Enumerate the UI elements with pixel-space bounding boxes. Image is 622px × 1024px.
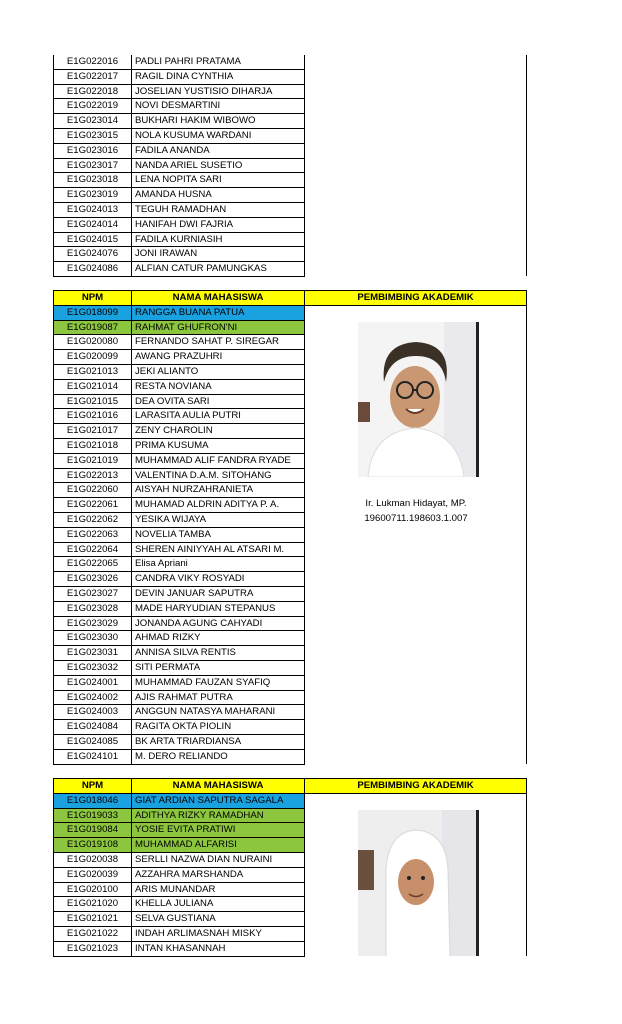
nama-cell: DEVIN JANUAR SAPUTRA: [132, 586, 305, 601]
npm-cell: E1G019108: [54, 838, 132, 853]
npm-cell: E1G023027: [54, 586, 132, 601]
npm-cell: E1G021023: [54, 941, 132, 956]
advisor-nip: 19600711.198603.1.007: [364, 512, 468, 524]
nama-cell: ANNISA SILVA RENTIS: [132, 646, 305, 661]
npm-cell: E1G024086: [54, 262, 132, 277]
nama-cell: ANGGUN NATASYA MAHARANI: [132, 705, 305, 720]
npm-cell: E1G020038: [54, 852, 132, 867]
nama-cell: NOLA KUSUMA WARDANI: [132, 128, 305, 143]
npm-cell: E1G021017: [54, 424, 132, 439]
npm-cell: E1G022019: [54, 99, 132, 114]
student-table-1: [53, 55, 527, 277]
npm-cell: E1G023017: [54, 158, 132, 173]
pembimbing-cell: [305, 55, 527, 276]
pembimbing-cell: [305, 305, 527, 764]
npm-cell: E1G024002: [54, 690, 132, 705]
npm-cell: E1G024084: [54, 720, 132, 735]
npm-cell: E1G018046: [54, 793, 132, 808]
npm-cell: E1G023031: [54, 646, 132, 661]
npm-cell: E1G023029: [54, 616, 132, 631]
npm-cell: E1G023015: [54, 128, 132, 143]
npm-cell: E1G023032: [54, 660, 132, 675]
npm-cell: E1G023026: [54, 572, 132, 587]
table-header: [54, 291, 527, 306]
npm-cell: E1G020080: [54, 335, 132, 350]
npm-cell: E1G022017: [54, 69, 132, 84]
header-pembimbing: PEMBIMBING AKADEMIK: [305, 779, 527, 794]
nama-cell: ARIS MUNANDAR: [132, 882, 305, 897]
nama-cell: FADILA KURNIASIH: [132, 232, 305, 247]
nama-cell: PRIMA KUSUMA: [132, 438, 305, 453]
nama-cell: MADE HARYUDIAN STEPANUS: [132, 601, 305, 616]
nama-cell: RANGGA BUANA PATUA: [132, 305, 305, 320]
advisor-photo: [358, 810, 479, 956]
pembimbing-cell: [305, 793, 527, 956]
npm-cell: E1G019033: [54, 808, 132, 823]
nama-cell: MUHAMMAD ALFARISI: [132, 838, 305, 853]
header-npm: NPM: [54, 779, 132, 794]
student-table-3: [53, 778, 527, 957]
npm-cell: E1G023018: [54, 173, 132, 188]
nama-cell: M. DERO RELIANDO: [132, 749, 305, 764]
npm-cell: E1G022064: [54, 542, 132, 557]
nama-cell: DEA OVITA SARI: [132, 394, 305, 409]
header-nama: NAMA MAHASISWA: [132, 291, 305, 306]
npm-cell: E1G022065: [54, 557, 132, 572]
nama-cell: MUHAMAD ALDRIN ADITYA P. A.: [132, 498, 305, 513]
nama-cell: FERNANDO SAHAT P. SIREGAR: [132, 335, 305, 350]
npm-cell: E1G022062: [54, 512, 132, 527]
npm-cell: E1G021019: [54, 453, 132, 468]
nama-cell: RESTA NOVIANA: [132, 379, 305, 394]
npm-cell: E1G024003: [54, 705, 132, 720]
npm-cell: E1G021018: [54, 438, 132, 453]
npm-cell: E1G021022: [54, 926, 132, 941]
nama-cell: LENA NOPITA SARI: [132, 173, 305, 188]
npm-cell: E1G022016: [54, 55, 132, 69]
npm-cell: E1G023028: [54, 601, 132, 616]
npm-cell: E1G023030: [54, 631, 132, 646]
npm-cell: E1G024013: [54, 202, 132, 217]
nama-cell: MUHAMMAD FAUZAN SYAFIQ: [132, 675, 305, 690]
npm-cell: E1G022061: [54, 498, 132, 513]
nama-cell: GIAT ARDIAN SAPUTRA SAGALA: [132, 793, 305, 808]
nama-cell: JOSELIAN YUSTISIO DIHARJA: [132, 84, 305, 99]
nama-cell: RAGITA OKTA PIOLIN: [132, 720, 305, 735]
nama-cell: ZENY CHAROLIN: [132, 424, 305, 439]
nama-cell: INDAH ARLIMASNAH MISKY: [132, 926, 305, 941]
npm-cell: E1G021015: [54, 394, 132, 409]
npm-cell: E1G019084: [54, 823, 132, 838]
npm-cell: E1G022063: [54, 527, 132, 542]
npm-cell: E1G023014: [54, 114, 132, 129]
nama-cell: RAGIL DINA CYNTHIA: [132, 69, 305, 84]
nama-cell: AMANDA HUSNA: [132, 188, 305, 203]
nama-cell: SITI PERMATA: [132, 660, 305, 675]
npm-cell: E1G023019: [54, 188, 132, 203]
student-table-2: [53, 290, 527, 765]
nama-cell: AZZAHRA MARSHANDA: [132, 867, 305, 882]
npm-cell: E1G022060: [54, 483, 132, 498]
nama-cell: NOVELIA TAMBA: [132, 527, 305, 542]
nama-cell: VALENTINA D.A.M. SITOHANG: [132, 468, 305, 483]
npm-cell: E1G018099: [54, 305, 132, 320]
nama-cell: AWANG PRAZUHRI: [132, 350, 305, 365]
npm-cell: E1G024014: [54, 217, 132, 232]
table-row: [54, 305, 527, 320]
npm-cell: E1G024076: [54, 247, 132, 262]
nama-cell: BUKHARI HAKIM WIBOWO: [132, 114, 305, 129]
npm-cell: E1G019087: [54, 320, 132, 335]
nama-cell: NANDA ARIEL SUSETIO: [132, 158, 305, 173]
npm-cell: E1G020099: [54, 350, 132, 365]
nama-cell: KHELLA JULIANA: [132, 897, 305, 912]
nama-cell: JONANDA AGUNG CAHYADI: [132, 616, 305, 631]
npm-cell: E1G023016: [54, 143, 132, 158]
nama-cell: LARASITA AULIA PUTRI: [132, 409, 305, 424]
nama-cell: ALFIAN CATUR PAMUNGKAS: [132, 262, 305, 277]
nama-cell: JONI IRAWAN: [132, 247, 305, 262]
header-pembimbing: PEMBIMBING AKADEMIK: [305, 291, 527, 306]
nama-cell: INTAN KHASANNAH: [132, 941, 305, 956]
nama-cell: YOSIE EVITA PRATIWI: [132, 823, 305, 838]
nama-cell: AHMAD RIZKY: [132, 631, 305, 646]
nama-cell: SERLLI NAZWA DIAN NURAINI: [132, 852, 305, 867]
nama-cell: ADITHYA RIZKY RAMADHAN: [132, 808, 305, 823]
npm-cell: E1G022018: [54, 84, 132, 99]
table-row: [54, 55, 527, 69]
table-row: [54, 793, 527, 808]
nama-cell: SELVA GUSTIANA: [132, 912, 305, 927]
npm-cell: E1G021021: [54, 912, 132, 927]
npm-cell: E1G021020: [54, 897, 132, 912]
npm-cell: E1G024085: [54, 734, 132, 749]
nama-cell: FADILA ANANDA: [132, 143, 305, 158]
nama-cell: CANDRA VIKY ROSYADI: [132, 572, 305, 587]
advisor-photo: [358, 322, 479, 477]
nama-cell: HANIFAH DWI FAJRIA: [132, 217, 305, 232]
table-header: [54, 779, 527, 794]
nama-cell: JEKI ALIANTO: [132, 364, 305, 379]
advisor-name: Ir. Lukman Hidayat, MP.: [365, 497, 467, 509]
nama-cell: TEGUH RAMADHAN: [132, 202, 305, 217]
nama-cell: BK ARTA TRIARDIANSA: [132, 734, 305, 749]
nama-cell: MUHAMMAD ALIF FANDRA RYADE: [132, 453, 305, 468]
npm-cell: E1G024101: [54, 749, 132, 764]
npm-cell: E1G020039: [54, 867, 132, 882]
nama-cell: Elisa Apriani: [132, 557, 305, 572]
npm-cell: E1G024015: [54, 232, 132, 247]
nama-cell: AJIS RAHMAT PUTRA: [132, 690, 305, 705]
nama-cell: RAHMAT GHUFRON'NI: [132, 320, 305, 335]
nama-cell: NOVI DESMARTINI: [132, 99, 305, 114]
npm-cell: E1G021014: [54, 379, 132, 394]
header-nama: NAMA MAHASISWA: [132, 779, 305, 794]
npm-cell: E1G024001: [54, 675, 132, 690]
npm-cell: E1G021016: [54, 409, 132, 424]
npm-cell: E1G020100: [54, 882, 132, 897]
nama-cell: PADLI PAHRI PRATAMA: [132, 55, 305, 69]
npm-cell: E1G021013: [54, 364, 132, 379]
npm-cell: E1G022013: [54, 468, 132, 483]
nama-cell: YESIKA WIJAYA: [132, 512, 305, 527]
nama-cell: AISYAH NURZAHRANIETA: [132, 483, 305, 498]
header-npm: NPM: [54, 291, 132, 306]
nama-cell: SHEREN AINIYYAH AL ATSARI M.: [132, 542, 305, 557]
